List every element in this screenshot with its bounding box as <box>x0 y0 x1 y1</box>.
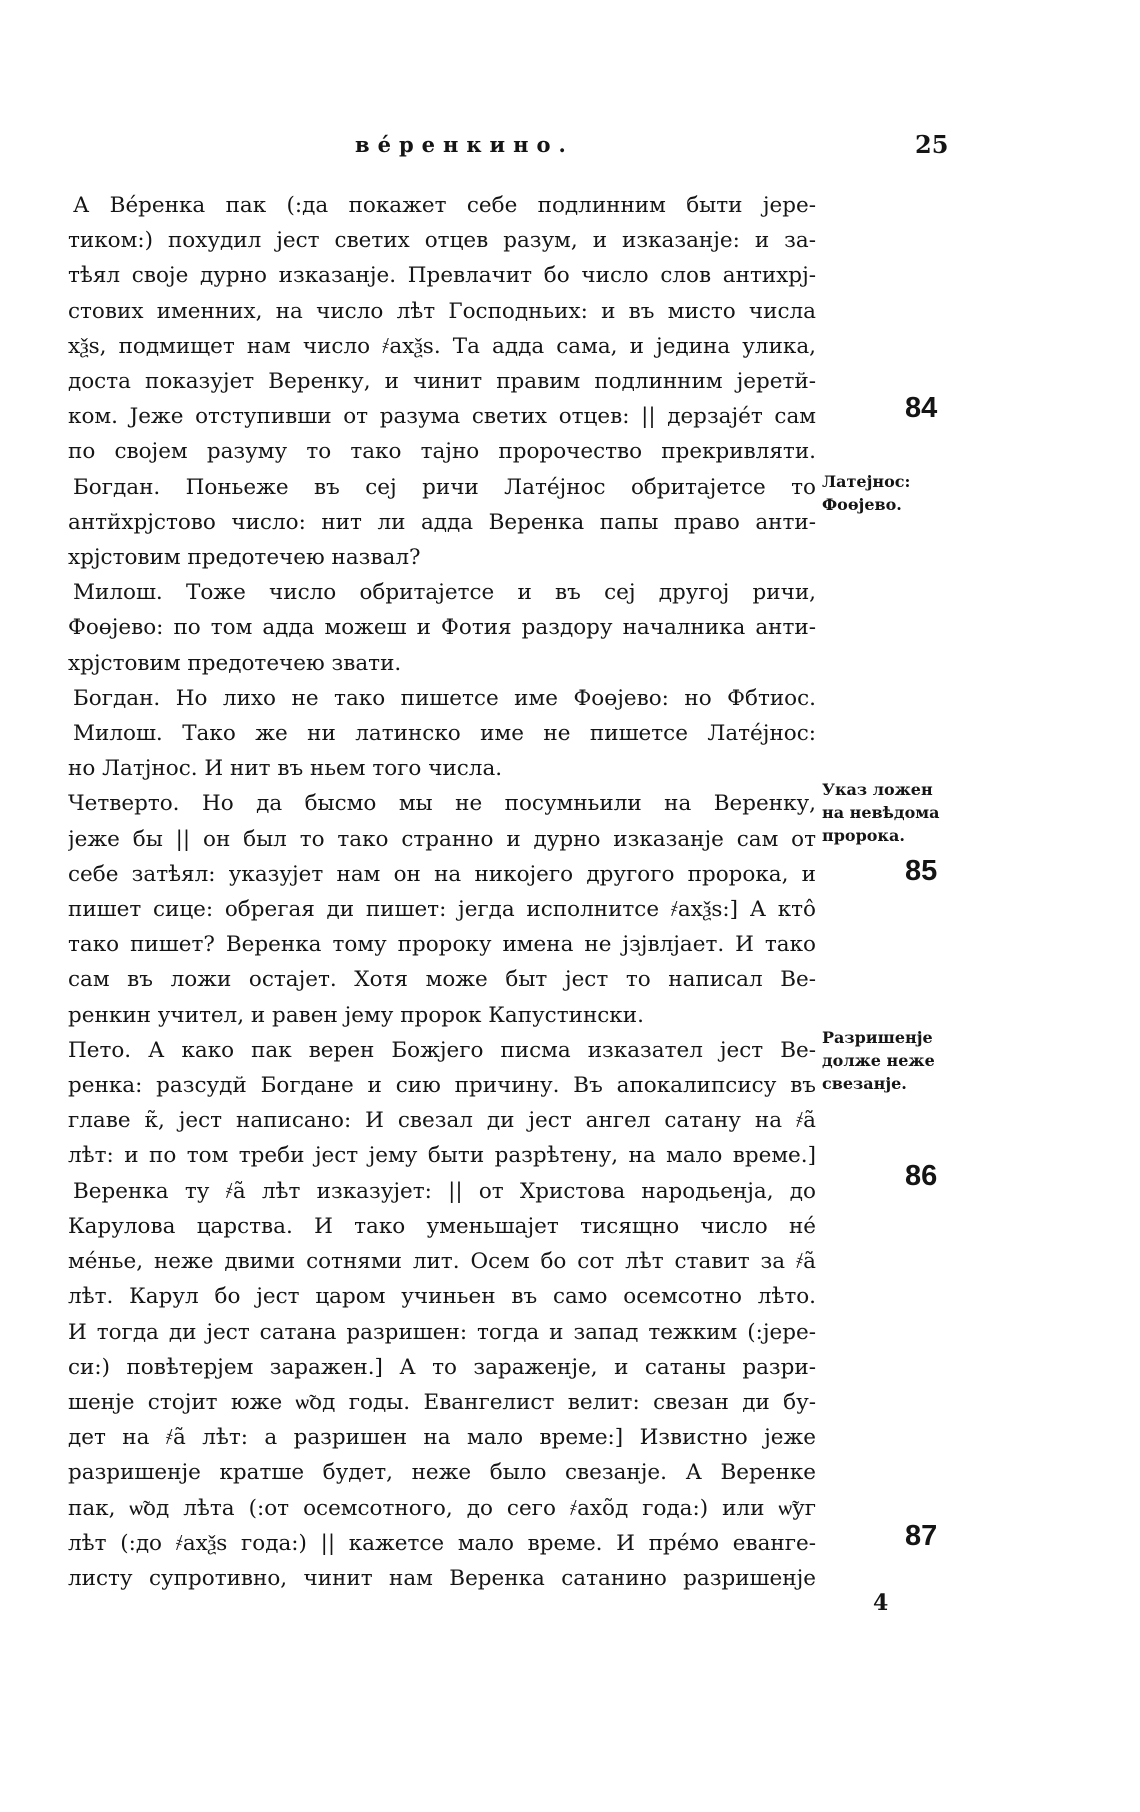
paragraph <box>68 786 816 1032</box>
margin-note-line: свезанје. <box>822 1074 907 1093</box>
text-line: лѣт. Карул бо јест царом учиньен въ само осемсотно лѣто. <box>68 1284 816 1310</box>
text-line: си:) повѣтерјем заражен.] А то зараженје, и сатаны разри- <box>68 1354 816 1380</box>
paragraph <box>68 1174 816 1596</box>
text-line: А Вéренка пак (:да покажет себе подлинним быти јере- <box>73 193 816 218</box>
text-line: ком. Јеже отступивши от разума светих отцев: || дерзајéт сам <box>68 404 816 430</box>
text-line: Богдан. Но лихо не тако пишетсе име Фоөјево: но Фбтиос. <box>73 685 816 711</box>
text-line: лѣт (:до ҂ахѯѕ года:) || кажетсе мало време. И прéмо еванге- <box>68 1530 816 1556</box>
text-line: лѣт: и по том треби јест јему быти разрѣтену, на мало време.] <box>68 1143 816 1169</box>
margin-note-line: Указ ложен <box>822 780 933 799</box>
margin-note-line: Фоөјево. <box>822 495 902 514</box>
text-line: антйхрјстово число: нит ли адда Веренка папы право анти- <box>68 509 816 535</box>
text-line: доста показујет Веренку, и чинит правим подлинним јеретй- <box>68 369 816 395</box>
text-line: Карулова царства. И тако уменьшајет тисящно число нé <box>68 1213 816 1239</box>
margin-note-line: Латејнос: <box>822 472 911 491</box>
paragraph <box>68 470 816 576</box>
text-line: сам въ ложи остајет. Хотя може быт јест то написал Ве- <box>68 967 816 993</box>
text-line: хрјстовим предотечею звати. <box>68 650 402 676</box>
text-line: тѣял своје дурно изказанје. Превлачит бо число слов антихрј- <box>68 263 816 289</box>
page-number: 25 <box>915 130 949 159</box>
text-line: по својем разуму то тако тајно пророчество прекривляти. <box>68 439 816 465</box>
text-line: Четверто. Но да бысмо мы не посумньили на Веренку, <box>68 791 816 817</box>
margin-note <box>822 778 962 847</box>
text-line: шенје стојит юже ѡ̃од годы. Евангелист велит: свезан ди бу- <box>68 1389 816 1415</box>
text-line: Милош. Тако же ни латинско име не пишетсе Латéјнос: <box>73 721 816 747</box>
margin-note-line: пророка. <box>822 826 905 845</box>
margin-number: 84 <box>905 392 938 424</box>
text-line: дет на ҂а̃ лѣт: а разришен на мало време:] Извистно јеже <box>68 1425 816 1451</box>
paragraph <box>68 716 816 786</box>
signature-mark: 4 <box>873 1590 889 1616</box>
text-line: ренкин учител, и равен јему пророк Капустински. <box>68 1002 644 1028</box>
text-line: пишет сице: обрегая ди пишет: јегда исполнитсе ҂ахѯѕ:] А ктô <box>68 897 816 923</box>
paragraph <box>68 188 816 470</box>
text-line: тиком:) похудил јест светих отцев разум, и изказанје: и за- <box>68 228 816 254</box>
text-line: Богдан. Поньеже въ сеј ричи Латéјнос обритајетсе то <box>73 474 816 500</box>
margin-number: 85 <box>905 855 938 887</box>
text-line: мéнье, неже двими сотнями лит. Осем бо сот лѣт ставит за ҂а̃ <box>68 1249 816 1275</box>
text-line: Веренка ту ҂а̃ лѣт изказујет: || от Христова народьенјa, до <box>73 1178 816 1204</box>
margin-note-line: долже неже <box>822 1051 935 1070</box>
text-line: тако пишет? Веренка тому пророку имена не јзјвлјает. И тако <box>68 932 816 958</box>
text-line: Пето. А како пак верен Божјего писма изказател јест Ве- <box>68 1037 816 1063</box>
text-line: Фоөјево: по том адда можеш и Фотия раздору началника анти- <box>68 615 816 641</box>
text-line: главе к̃, јест написано: И свезал ди јест ангел сатану на ҂а̃ <box>68 1108 816 1134</box>
margin-number: 86 <box>905 1160 938 1192</box>
paragraph <box>68 1033 816 1174</box>
margin-note <box>822 1026 962 1095</box>
margin-note-line: Разришенје <box>822 1028 933 1047</box>
running-title: вéренкино. <box>355 132 574 157</box>
paragraph <box>68 575 816 681</box>
text-line: но Латјнос. И нит въ ньем того числа. <box>68 756 503 782</box>
text-line: пак, ѡ̃од лѣта (:от осемсотного, до сего ҂ахо̃д года:) или ѡ̃уг <box>68 1495 816 1521</box>
margin-note-line: на невѣдома <box>822 803 940 822</box>
text-line: себе затѣял: указујет нам он на никојего другого пророка, и <box>68 861 816 887</box>
text-line: стових именних, на число лѣт Господньих: и въ мисто числа <box>68 298 816 324</box>
text-line: листу супротивно, чинит нам Веренка сатанино разришенје <box>68 1565 816 1591</box>
text-line: И тогда ди јест сатана разришен: тогда и запад тежким (:јере- <box>68 1319 816 1345</box>
text-line: разришенје кратше будет, неже было свезанје. А Веренке <box>68 1460 816 1486</box>
text-line: јеже бы || он был то тако странно и дурно изказанје сам от <box>68 826 816 852</box>
text-line: хрјстовим предотечею назвал? <box>68 545 421 571</box>
margin-number: 87 <box>905 1520 938 1552</box>
text-line: Милош. Тоже число обритајетсе и въ сеј другој ричи, <box>73 580 816 606</box>
margin-note <box>822 470 962 516</box>
text-line: хѯѕ, подмищет нам число ҂ахѯѕ. Та адда сама, и јединa улика, <box>68 333 816 359</box>
text-line: ренка: разсудй Богдане и сию причину. Въ апокалипсису въ <box>68 1073 816 1099</box>
main-text <box>68 188 816 1596</box>
paragraph <box>68 681 816 716</box>
